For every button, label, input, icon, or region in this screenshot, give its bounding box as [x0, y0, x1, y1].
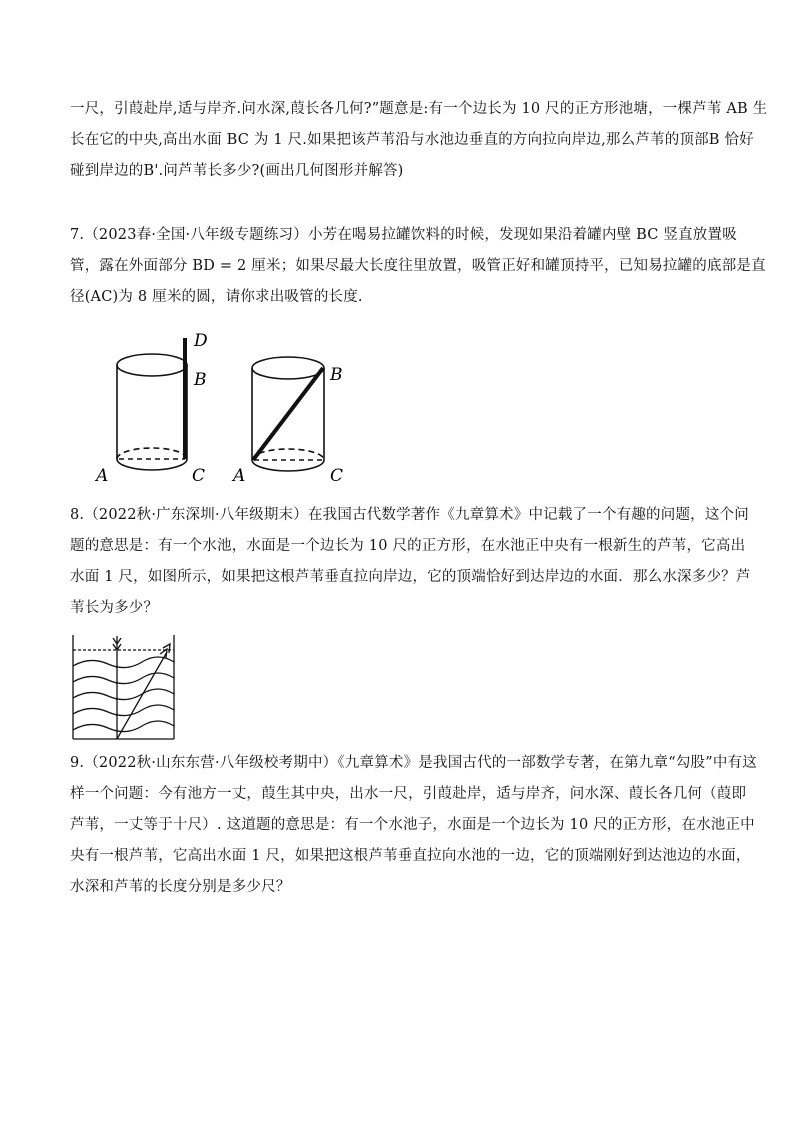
label-A-left: A	[96, 466, 109, 486]
problem-8-text	[70, 500, 751, 624]
label-C-right: C	[330, 466, 344, 486]
straw-vertical	[183, 338, 187, 459]
problem-7-line: 径(AC)为 8 厘米的圆，请你求出吸管的长度.	[70, 289, 363, 305]
problem-6-line: 一尺，引葭赴岸,适与岸齐.问水深,葭长各几何?”题意是:有一个边长为 10 尺的正方形池塘，一棵芦苇 AB 生	[70, 101, 768, 117]
problem-6-line: 长在它的中央,高出水面 BC 为 1 尺.如果把该芦苇沿与水池边垂直的方向拉向岸边,那么芦苇的顶部B 恰好	[70, 132, 754, 148]
problem-8-line: 苇长为多少？	[70, 600, 159, 616]
problem-9-line: 9.（2022秋·山东东营·八年级校考期中）《九章算术》是我国古代的一部数学专著，在第九章“勾股”中有这	[70, 755, 757, 771]
problem-9-line: 样一个问题：今有池方一丈，葭生其中央，出水一尺，引葭赴岸，适与岸齐，问水深、葭长各几何（葭即	[70, 786, 747, 802]
problem-8-line: 水面 1 尺，如图所示，如果把这根芦苇垂直拉向岸边，它的顶端恰好到达岸边的水面．那么水深多少？芦	[70, 569, 751, 585]
problem-9-line: 央有一根芦苇，它高出水面 1 尺，如果把这根芦苇垂直拉向水池的一边，它的顶端刚好到达池边的水面，	[70, 848, 751, 864]
problem-6-line: 碰到岸边的B'.问芦苇长多少?(画出几何图形并解答)	[70, 163, 404, 179]
label-A-right: A	[233, 466, 246, 486]
problem-7-line: 管，露在外面部分 BD = 2 厘米；如果尽最大长度往里放置，吸管正好和罐顶持平，已知易拉罐的底部是直	[70, 258, 766, 274]
problem-6-continuation	[70, 94, 768, 187]
problem-7-line: 7.（2023春·全国·八年级专题练习）小芳在喝易拉罐饮料的时候，发现如果沿着罐内壁 BC 竖直放置吸	[70, 227, 737, 243]
problem-9-line: 芦苇，一丈等于十尺）. 这道题的意思是：有一个水池子，水面是一个边长为 10 尺的正方形，在水池正中	[70, 817, 755, 833]
label-B-right: B	[330, 365, 343, 385]
label-B-left: B	[194, 370, 207, 390]
left-cylinder	[117, 354, 187, 470]
problem-9-line: 水深和芦苇的长度分别是多少尺？	[70, 879, 291, 895]
problem-7-text	[70, 220, 766, 313]
straw-diagonal	[253, 368, 323, 460]
label-C-left: C	[192, 466, 206, 486]
cylinder-figures	[90, 330, 360, 495]
problem-8-line: 题的意思是：有一个水池，水面是一个边长为 10 尺的正方形，在水池正中央有一根新生的芦苇，它高出	[70, 538, 746, 554]
pond-reed-figure	[70, 632, 180, 742]
problem-8-line: 8.（2022秋·广东深圳·八年级期末）在我国古代数学著作《九章算术》中记载了一个有趣的问题，这个问	[70, 507, 749, 523]
problem-9-text	[70, 748, 757, 903]
label-D-left: D	[194, 331, 208, 351]
